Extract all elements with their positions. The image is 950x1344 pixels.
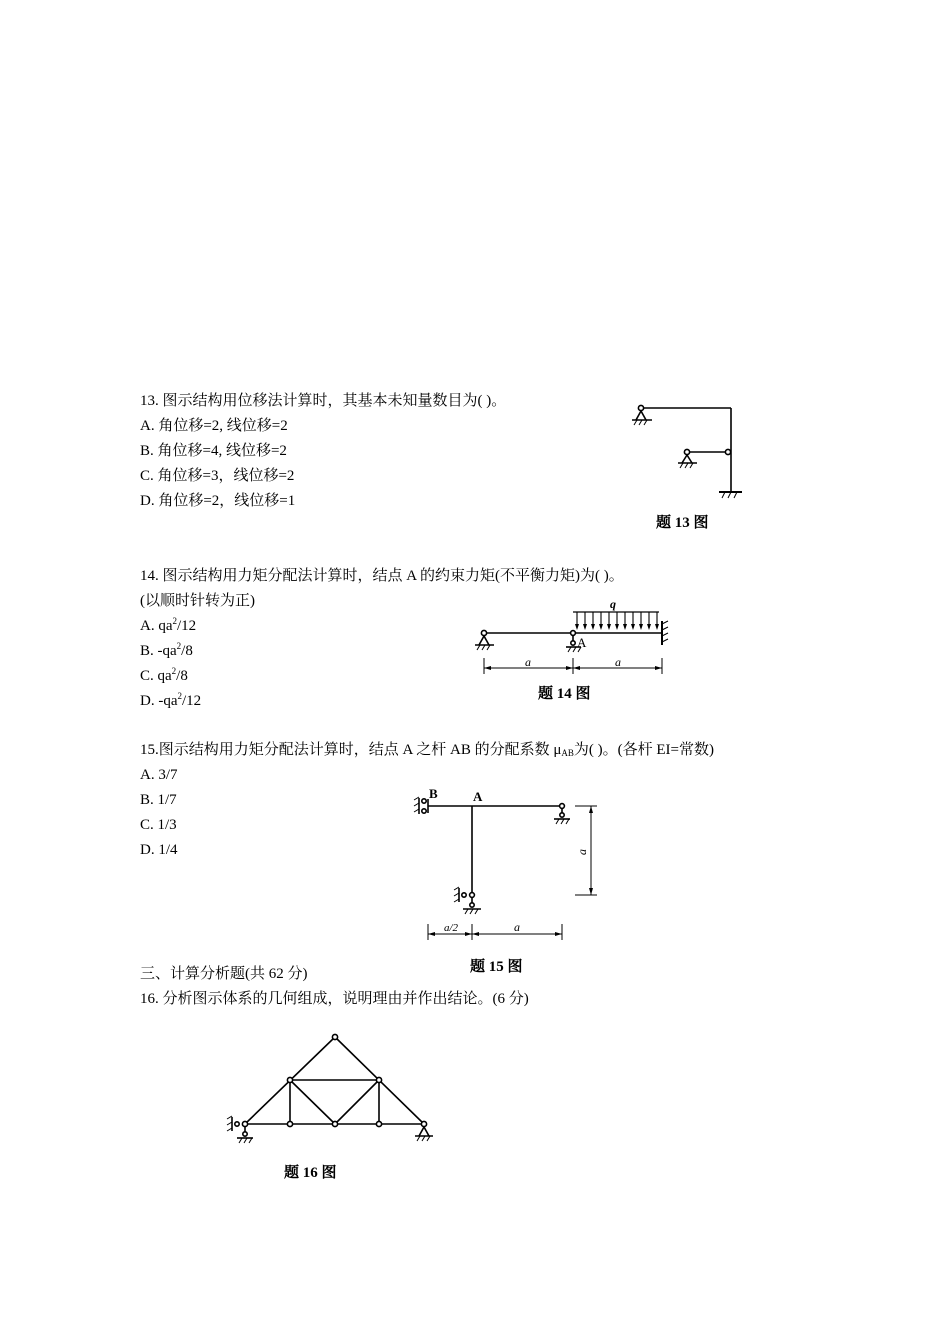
q15-caption: 题 15 图 — [470, 959, 523, 975]
q14-note: (以顺时针转为正) — [140, 593, 255, 609]
q13-stem: 13. 图示结构用位移法计算时，其基本未知量数目为( )。 — [140, 393, 507, 409]
q15-dim-right: a — [514, 920, 520, 934]
q15-option-b: B. 1/7 — [140, 792, 177, 808]
q15-option-a: A. 3/7 — [140, 767, 178, 783]
q14-option-b: B. $-qa^2/8$ — [140, 641, 193, 659]
q14-dim-left: a — [525, 655, 531, 669]
q13-option-d: D. 角位移=2，线位移=1 — [140, 493, 296, 509]
q14-stem: 14. 图示结构用力矩分配法计算时，结点 A 的约束力矩(不平衡力矩)为( )。 — [140, 568, 624, 584]
q16-stem: 16. 分析图示体系的几何组成，说明理由并作出结论。(6 分) — [140, 991, 529, 1007]
q13-option-c: C. 角位移=3，线位移=2 — [140, 468, 295, 484]
q14-option-a: A. $qa^2/12$ — [140, 616, 197, 634]
q15-node-a: A — [473, 789, 483, 804]
q14-figure — [470, 590, 680, 680]
q16-caption: 题 16 图 — [284, 1165, 337, 1181]
q14-option-d: D. $-qa^2/12$ — [140, 691, 202, 709]
q15-dim-left: a/2 — [443, 922, 459, 934]
q15-figure — [400, 780, 610, 942]
q15-stem: 15.图示结构用力矩分配法计算时，结点 A 之杆 AB 的分配系数 $\mu_{AB}$为( )。(各杆 EI=常数) — [140, 742, 715, 758]
q13-caption: 题 13 图 — [656, 515, 709, 531]
q14-option-c: C. $qa^2/8$ — [140, 666, 188, 684]
q15-node-b: B — [429, 786, 438, 801]
q14-load-label: q — [610, 597, 616, 611]
q14-caption: 题 14 图 — [538, 686, 591, 702]
q15-option-c: C. 1/3 — [140, 817, 177, 833]
q13-figure — [625, 400, 755, 505]
q15-option-d: D. 1/4 — [140, 842, 178, 858]
q13-option-a: A. 角位移=2, 线位移=2 — [140, 418, 288, 434]
q15-dim-height: a — [575, 849, 589, 855]
q14-node-label: A — [577, 635, 587, 650]
q14-dim-right: a — [615, 655, 621, 669]
section-3-heading: 三、计算分析题(共 62 分) — [140, 966, 308, 982]
q13-option-b: B. 角位移=4, 线位移=2 — [140, 443, 287, 459]
q16-figure — [222, 1030, 437, 1145]
